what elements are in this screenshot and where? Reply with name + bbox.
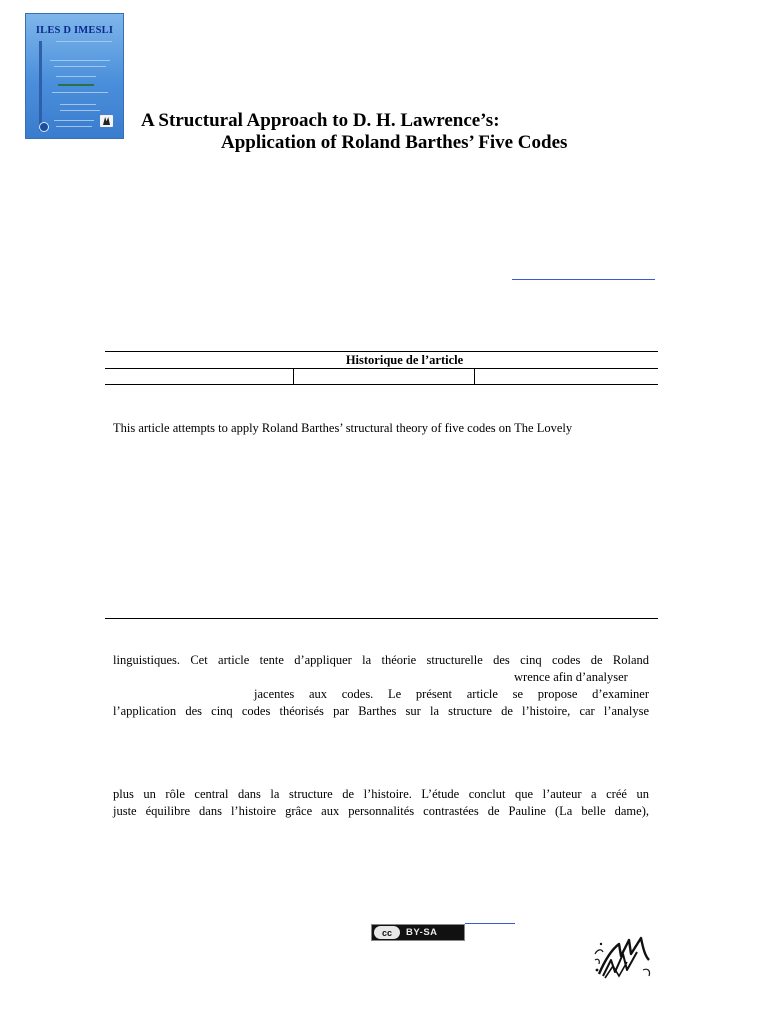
journal-cover-image (25, 13, 124, 139)
history-table-divider (293, 368, 294, 385)
abstract-fr-line: l’application des cinq codes théorisés par Barthes sur la structure de l’histoire, car l’analyse (113, 704, 649, 718)
abstract-fr-line: wrence afin d’analyser (514, 670, 628, 684)
license-link[interactable] (465, 923, 515, 924)
history-table-divider (474, 368, 475, 385)
author-email-link[interactable] (512, 279, 655, 280)
history-table-mid-rule (105, 368, 658, 369)
history-table-heading: Historique de l’article (345, 353, 464, 367)
cover-emblem-icon (39, 122, 49, 132)
history-table-bottom-rule (105, 384, 658, 385)
abstract-fr-line: plus un rôle central dans la structure de l’histoire. L’étude conclut que l’auteur a créé un (113, 787, 649, 801)
publisher-logo-icon (591, 930, 655, 982)
license-badge-text: BY-SA (406, 927, 438, 938)
creative-commons-icon: cc (374, 926, 400, 939)
article-title-line-1: A Structural Approach to D. H. Lawrence’s: (141, 110, 500, 131)
journal-cover-title: ILES D IMESLI (35, 25, 114, 36)
cc-by-sa-badge[interactable] (371, 924, 465, 941)
article-title-line-2: Application of Roland Barthes’ Five Codes (221, 132, 568, 153)
abstract-separator-rule (105, 618, 658, 619)
abstract-en-line: This article attempts to apply Roland Barthes’ structural theory of five codes on The Lovely (113, 421, 573, 435)
abstract-fr-line: juste équilibre dans l’histoire grâce aux personnalités contrastées de Pauline (La belle dame), (113, 804, 649, 818)
abstract-fr-line: linguistiques. Cet article tente d’appliquer la théorie structurelle des cinq codes de Roland (113, 653, 649, 667)
cover-publisher-mark-icon (100, 115, 113, 127)
abstract-fr-line: jacentes aux codes. Le présent article se propose d’examiner (254, 687, 649, 701)
